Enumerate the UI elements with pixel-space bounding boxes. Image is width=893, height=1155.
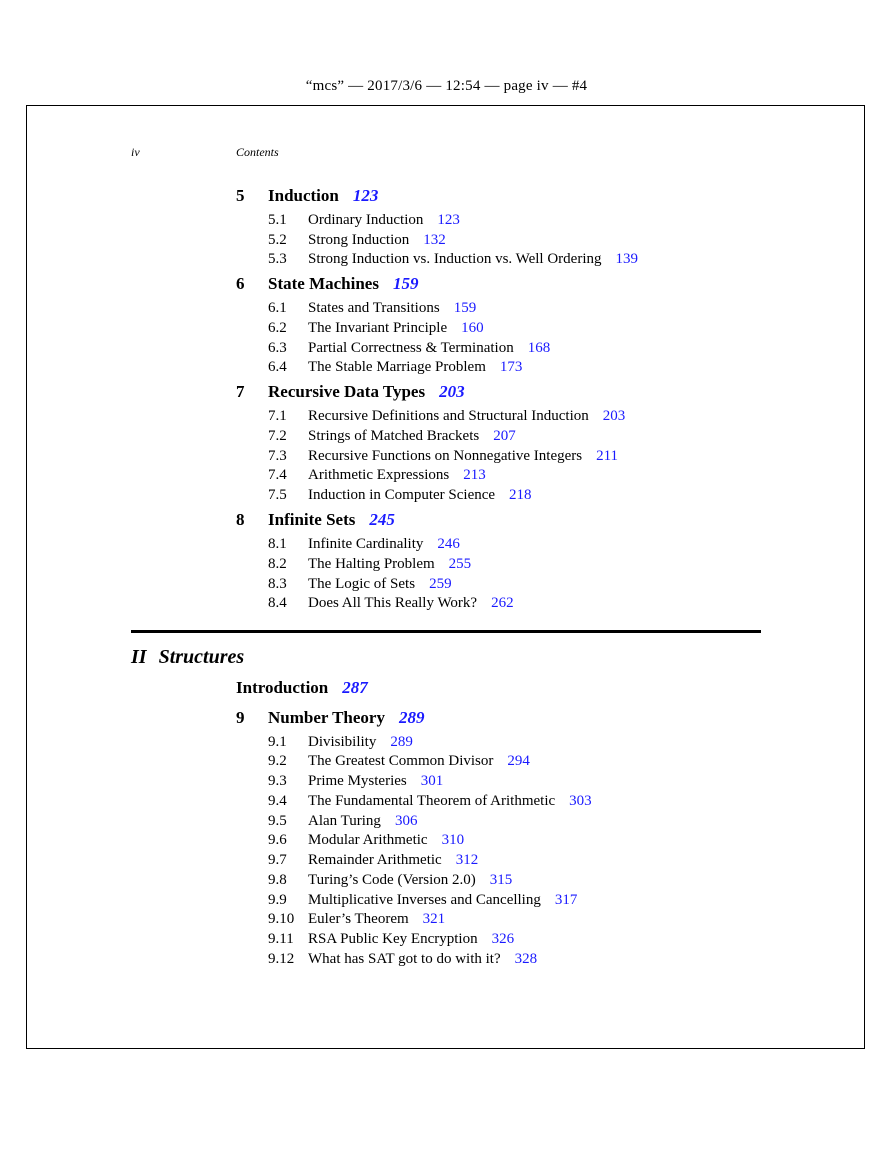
section-title: The Fundamental Theorem of Arithmetic [308, 793, 556, 809]
page-slug: “mcs” — 2017/3/6 — 12:54 — page iv — #4 [305, 78, 588, 94]
toc-section-8-4[interactable] [268, 595, 514, 612]
chapter-title: Infinite Sets [268, 510, 356, 529]
toc-section-9-7[interactable] [268, 852, 478, 869]
section-title: Euler’s Theorem [308, 911, 409, 927]
chapter-number: 5 [236, 186, 245, 205]
section-title: Strong Induction vs. Induction vs. Well Ordering [308, 251, 602, 267]
toc-section-9-2[interactable] [268, 753, 530, 770]
section-page-link[interactable]: 168 [527, 340, 551, 356]
part-heading [131, 646, 244, 669]
part-title: Structures [158, 646, 245, 668]
toc-section-6-4[interactable] [268, 359, 522, 376]
section-page-link[interactable]: 213 [463, 467, 486, 483]
section-page-link[interactable]: 203 [602, 408, 626, 424]
section-number: 9.9 [268, 892, 287, 908]
section-page-link[interactable]: 160 [461, 320, 484, 336]
section-page-link[interactable]: 246 [437, 536, 460, 552]
section-number: 9.11 [268, 931, 294, 947]
section-page-link[interactable]: 317 [554, 892, 578, 908]
toc-chapter-8[interactable] [236, 510, 395, 530]
toc-section-5-2[interactable] [268, 232, 446, 249]
section-page-link[interactable]: 312 [455, 852, 479, 868]
toc-section-7-5[interactable] [268, 487, 532, 504]
toc-section-8-3[interactable] [268, 576, 452, 593]
section-number: 9.4 [268, 793, 287, 809]
section-number: 9.5 [268, 813, 287, 829]
section-title: The Logic of Sets [308, 576, 416, 592]
section-page-link[interactable]: 139 [615, 251, 638, 267]
section-number: 8.4 [268, 595, 287, 611]
chapter-title: Number Theory [268, 708, 385, 727]
toc-section-8-2[interactable] [268, 556, 471, 573]
section-title: Turing’s Code (Version 2.0) [308, 872, 476, 888]
toc-section-7-3[interactable] [268, 448, 618, 465]
chapter-page-link[interactable]: 159 [392, 274, 419, 293]
section-number: 5.3 [268, 251, 287, 267]
section-title: Ordinary Induction [308, 212, 424, 228]
section-number: 6.2 [268, 320, 287, 336]
section-page-link[interactable]: 289 [390, 734, 413, 750]
running-head-title: Contents [236, 145, 279, 159]
toc-section-8-1[interactable] [268, 536, 460, 553]
section-number: 6.4 [268, 359, 287, 375]
toc-section-5-3[interactable] [268, 251, 638, 268]
toc-chapter-7[interactable] [236, 382, 465, 402]
section-page-link[interactable]: 326 [491, 931, 515, 947]
toc-section-9-1[interactable] [268, 734, 413, 751]
section-number: 8.2 [268, 556, 287, 572]
toc-section-9-9[interactable] [268, 892, 577, 909]
toc-section-9-6[interactable] [268, 832, 464, 849]
section-page-link[interactable]: 218 [509, 487, 532, 503]
section-title: Multiplicative Inverses and Cancelling [308, 892, 541, 908]
toc-chapter-6[interactable] [236, 274, 418, 294]
section-title: Alan Turing [308, 813, 381, 829]
section-page-link[interactable]: 303 [569, 793, 592, 809]
chapter-title: Recursive Data Types [268, 382, 426, 401]
part-divider-rule [131, 630, 761, 633]
section-number: 9.2 [268, 753, 287, 769]
section-title: What has SAT got to do with it? [308, 951, 501, 967]
section-number: 5.2 [268, 232, 287, 248]
toc-section-6-1[interactable] [268, 300, 476, 317]
toc-introduction[interactable] [236, 678, 368, 698]
section-number: 9.7 [268, 852, 287, 868]
section-page-link[interactable]: 255 [448, 556, 472, 572]
section-title: Induction in Computer Science [308, 487, 496, 503]
section-page-link[interactable]: 211 [596, 448, 619, 464]
section-number: 9.3 [268, 773, 287, 789]
section-page-link[interactable]: 262 [491, 595, 514, 611]
section-page-link[interactable]: 123 [437, 212, 460, 228]
section-page-link[interactable]: 259 [429, 576, 452, 592]
section-title: Modular Arithmetic [308, 832, 428, 848]
section-title: Recursive Definitions and Structural Induction [308, 408, 589, 424]
toc-section-9-4[interactable] [268, 793, 592, 810]
chapter-page-link[interactable]: 289 [398, 708, 425, 727]
section-page-link[interactable]: 159 [453, 300, 477, 316]
chapter-title: State Machines [268, 274, 379, 293]
section-page-link[interactable]: 132 [423, 232, 446, 248]
section-number: 7.3 [268, 448, 287, 464]
section-page-link[interactable]: 173 [499, 359, 523, 375]
toc-section-9-8[interactable] [268, 872, 512, 889]
section-title: The Halting Problem [308, 556, 435, 572]
section-title: Strong Induction [308, 232, 410, 248]
toc-section-5-1[interactable] [268, 212, 460, 229]
section-page-link[interactable]: 207 [493, 428, 516, 444]
chapter-number: 6 [236, 274, 245, 293]
section-title: Does All This Really Work? [308, 595, 478, 611]
running-head-page: iv [131, 145, 140, 159]
introduction-title: Introduction [236, 678, 329, 697]
section-number: 8.1 [268, 536, 287, 552]
section-title: The Invariant Principle [308, 320, 448, 336]
toc-section-6-2[interactable] [268, 320, 484, 337]
section-title: Divisibility [308, 734, 377, 750]
chapter-number: 7 [236, 382, 245, 401]
section-number: 7.4 [268, 467, 287, 483]
part-number: II [131, 646, 147, 668]
toc-section-9-12[interactable] [268, 951, 537, 968]
section-page-link[interactable]: 310 [441, 832, 465, 848]
section-title: Strings of Matched Brackets [308, 428, 480, 444]
section-title: The Greatest Common Divisor [308, 753, 494, 769]
section-number: 7.5 [268, 487, 287, 503]
chapter-number: 9 [236, 708, 245, 727]
section-title: The Stable Marriage Problem [308, 359, 486, 375]
section-number: 9.8 [268, 872, 287, 888]
toc-section-7-2[interactable] [268, 428, 516, 445]
section-title: Recursive Functions on Nonnegative Integers [308, 448, 583, 464]
section-number: 6.1 [268, 300, 287, 316]
section-page-link[interactable]: 294 [507, 753, 530, 769]
chapter-title: Induction [268, 186, 339, 205]
section-title: RSA Public Key Encryption [308, 931, 478, 947]
toc-section-9-5[interactable] [268, 813, 417, 830]
section-title: States and Transitions [308, 300, 440, 316]
toc-section-6-3[interactable] [268, 340, 550, 357]
section-number: 8.3 [268, 576, 287, 592]
section-number: 9.10 [268, 911, 295, 927]
section-number: 7.2 [268, 428, 287, 444]
section-number: 9.6 [268, 832, 287, 848]
section-number: 6.3 [268, 340, 287, 356]
section-number: 9.1 [268, 734, 287, 750]
introduction-page-link[interactable]: 287 [342, 678, 368, 697]
chapter-page-link[interactable]: 123 [352, 186, 379, 205]
chapter-page-link[interactable]: 203 [439, 382, 465, 401]
section-title: Remainder Arithmetic [308, 852, 442, 868]
section-page-link[interactable]: 328 [514, 951, 538, 967]
section-number: 7.1 [268, 408, 287, 424]
toc-chapter-9[interactable] [236, 708, 424, 728]
section-page-link[interactable]: 321 [422, 911, 446, 927]
section-number: 9.12 [268, 951, 295, 967]
section-page-link[interactable]: 315 [489, 872, 513, 888]
section-number: 5.1 [268, 212, 287, 228]
toc-section-7-1[interactable] [268, 408, 625, 425]
chapter-number: 8 [236, 510, 245, 529]
section-page-link[interactable]: 306 [394, 813, 418, 829]
section-page-link[interactable]: 301 [420, 773, 444, 789]
chapter-page-link[interactable]: 245 [369, 510, 395, 529]
toc-section-9-3[interactable] [268, 773, 443, 790]
section-title: Prime Mysteries [308, 773, 407, 789]
toc-section-9-11[interactable] [268, 931, 514, 948]
toc-chapter-5[interactable] [236, 186, 378, 206]
section-title: Partial Correctness & Termination [308, 340, 514, 356]
toc-section-9-10[interactable] [268, 911, 445, 928]
section-title: Infinite Cardinality [308, 536, 424, 552]
section-title: Arithmetic Expressions [308, 467, 450, 483]
toc-section-7-4[interactable] [268, 467, 486, 484]
